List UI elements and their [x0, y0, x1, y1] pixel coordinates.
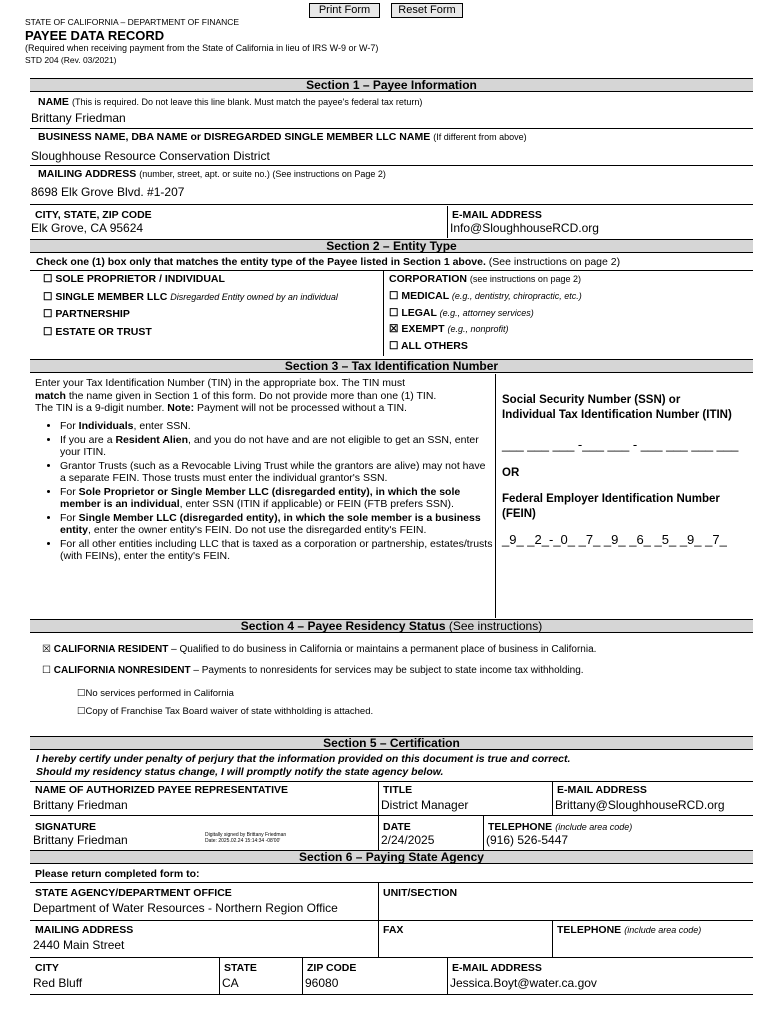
- entity-left-checkbox-1[interactable]: ☐: [43, 290, 53, 303]
- tin-intro-1: Enter your Tax Identification Number (TIN) in the appropriate box. The TIN must: [35, 377, 406, 389]
- date-label: DATE: [383, 821, 411, 833]
- name-label-row: [38, 96, 422, 108]
- entity-left-label-0: SOLE PROPRIETOR / INDIVIDUAL: [55, 273, 225, 285]
- city-state-zip-field[interactable]: Elk Grove, CA 95624: [31, 221, 144, 235]
- entity-left-label-3: ESTATE OR TRUST: [55, 325, 152, 338]
- fein-label: Federal Employer Identification Number (FEIN): [502, 493, 720, 520]
- tin-intro-2: match the name given in Section 1 of this form. Do not provide more than one (1) TIN.: [35, 389, 437, 402]
- entity-right-note-2: (e.g., nonprofit): [447, 324, 509, 334]
- business-label: BUSINESS NAME, DBA NAME or DISREGARDED SINGLE MEMBER LLC NAME: [38, 131, 431, 143]
- agency-name: STATE OF CALIFORNIA – DEPARTMENT OF FINANCE: [25, 17, 240, 27]
- business-label-row: [38, 131, 527, 143]
- section-5-heading: Section 5 – Certification: [30, 736, 753, 750]
- signature-field[interactable]: Brittany Friedman: [33, 833, 128, 847]
- entity-right-checkbox-2[interactable]: ☒: [389, 323, 399, 335]
- tin-intro-3: The TIN is a 9-digit number. Note: Payment will not be processed without a TIN.: [35, 402, 407, 414]
- ftb-waiver-option[interactable]: ☐Copy of Franchise Tax Board waiver of state withholding is attached.: [77, 706, 374, 717]
- signature-label: SIGNATURE: [35, 821, 97, 833]
- california-resident-option[interactable]: ☒ CALIFORNIA RESIDENT – Qualified to do business in California or maintains a permanent place of business in California.: [42, 644, 597, 655]
- tin-bullet-grantor-trusts: • Grantor Trusts (such as a Revocable Living Trust while the grantors are alive) may not have a separate FEIN. Those trusts must enter the individual grantor's SSN.: [60, 460, 494, 485]
- print-form-button[interactable]: Print Form: [309, 3, 380, 18]
- mailing-label-row: [38, 168, 386, 180]
- california-nonresident-option[interactable]: ☐ CALIFORNIA NONRESIDENT – Payments to nonresidents for services may be subject to state income tax withholding.: [42, 665, 584, 676]
- section-2-heading: Section 2 – Entity Type: [30, 239, 753, 253]
- agency-mailing-label: MAILING ADDRESS: [35, 924, 134, 936]
- title-field[interactable]: District Manager: [381, 798, 469, 812]
- name-label: NAME: [38, 96, 69, 108]
- california-resident-checkbox[interactable]: ☒: [42, 644, 51, 655]
- form-id: STD 204 (Rev. 03/2021): [25, 55, 117, 65]
- corporation-label: CORPORATION: [389, 273, 467, 285]
- name-note: (This is required. Do not leave this line blank. Must match the payee's federal tax return): [71, 97, 423, 107]
- agency-state-field: CA: [222, 976, 239, 990]
- entity-left-checkbox-3[interactable]: ☐: [43, 325, 53, 338]
- entity-right-option-0[interactable]: [389, 290, 582, 302]
- mailing-label: MAILING ADDRESS: [38, 168, 137, 180]
- tin-bullet-individuals: • For Individuals, enter SSN.: [60, 420, 494, 433]
- agency-zip-field: 96080: [305, 976, 339, 990]
- no-services-option[interactable]: ☐No services performed in California: [77, 688, 234, 699]
- reset-form-button[interactable]: Reset Form: [391, 3, 463, 18]
- california-nonresident-checkbox[interactable]: ☐: [42, 665, 51, 676]
- rep-email-field[interactable]: Brittany@SloughhouseRCD.org: [555, 798, 725, 812]
- entity-right-option-1[interactable]: [389, 307, 534, 319]
- email-field[interactable]: Info@SloughhouseRCD.org: [450, 221, 599, 235]
- entity-right-label-3: ALL OTHERS: [400, 339, 468, 352]
- entity-right-option-3[interactable]: [389, 340, 468, 352]
- city-state-zip-label: CITY, STATE, ZIP CODE: [35, 209, 152, 221]
- entity-right-label-0: MEDICAL: [401, 290, 449, 302]
- entity-left-label-1: SINGLE MEMBER LLC: [55, 290, 168, 303]
- section-3-heading: Section 3 – Tax Identification Number: [30, 359, 753, 373]
- certification-text: I hereby certify under penalty of perjury that the information provided on this document is true and correct. Should my residency status change, I will promptly notify the state agency below.: [36, 753, 571, 778]
- entity-left-checkbox-0[interactable]: ☐: [43, 273, 53, 285]
- date-field[interactable]: 2/24/2025: [381, 833, 435, 847]
- fax-label: FAX: [383, 924, 404, 936]
- entity-instruction-note: (See instructions on page 2): [488, 256, 621, 268]
- fein-field[interactable]: _9_ _2_-_0_ _7_ _9_ _6_ _5_ _9_ _7_: [502, 532, 727, 547]
- title-label: TITLE: [383, 784, 413, 796]
- agency-office-field: Department of Water Resources - Northern Region Office: [33, 901, 338, 915]
- entity-left-note-1: Disregarded Entity owned by an individual: [170, 291, 338, 302]
- entity-right-option-2[interactable]: [389, 323, 508, 335]
- entity-instruction: [36, 256, 620, 268]
- agency-zip-label: ZIP CODE: [307, 962, 357, 974]
- entity-right-note-1: (e.g., attorney services): [439, 307, 534, 318]
- return-to-label: Please return completed form to:: [35, 868, 200, 880]
- section-6-heading: Section 6 – Paying State Agency: [30, 850, 753, 864]
- unit-section-label: UNIT/SECTION: [383, 887, 458, 899]
- mailing-address-field[interactable]: 8698 Elk Grove Blvd. #1-207: [31, 185, 185, 199]
- entity-right-note-0: (e.g., dentistry, chiropractic, etc.): [451, 291, 582, 301]
- tin-instructions: [35, 377, 495, 415]
- ssn-label: Social Security Number (SSN) or Individual Tax Identification Number (ITIN): [502, 394, 732, 421]
- entity-instruction-text: Check one (1) box only that matches the entity type of the Payee listed in Section 1 above.: [36, 256, 486, 268]
- tin-bullet-resident-alien: • If you are a Resident Alien, and you do not have and are not eligible to get an SSN, enter your ITIN.: [60, 434, 494, 459]
- rep-telephone-field[interactable]: (916) 526-5447: [486, 833, 569, 847]
- rep-email-label: E-MAIL ADDRESS: [557, 784, 647, 796]
- ssn-field[interactable]: ___ ___ ___ -___ ___ - ___ ___ ___ ___: [502, 437, 739, 452]
- tin-bullet-sole-proprietor: • For Sole Proprietor or Single Member LLC (disregarded entity), in which the sole member is an individual, enter SSN (ITIN if applicable) or FEIN (FTB prefers SSN).: [60, 486, 494, 511]
- entity-right-label-1: LEGAL: [401, 306, 437, 319]
- agency-state-label: STATE: [224, 962, 257, 974]
- entity-left-label-2: PARTNERSHIP: [55, 308, 130, 320]
- form-subtitle: (Required when receiving payment from the State of California in lieu of IRS W-9 or W-7): [25, 43, 379, 53]
- agency-email-label: E-MAIL ADDRESS: [452, 962, 542, 974]
- entity-right-checkbox-3[interactable]: ☐: [389, 339, 399, 352]
- tin-bullet-single-member-llc: • For Single Member LLC (disregarded entity), in which the sole member is a business entity, enter the owner entity's FEIN. Do not use the disregarded entity's FEIN.: [60, 512, 494, 537]
- representative-name-label: NAME OF AUTHORIZED PAYEE REPRESENTATIVE: [35, 784, 288, 796]
- form-title: PAYEE DATA RECORD: [25, 28, 165, 43]
- corporation-note: (see instructions on page 2): [469, 274, 581, 284]
- section-4-heading: Section 4 – Payee Residency Status (See instructions): [30, 619, 753, 633]
- business-note: (If different from above): [433, 132, 527, 142]
- agency-office-label: STATE AGENCY/DEPARTMENT OFFICE: [35, 887, 232, 899]
- or-label: OR: [502, 467, 520, 479]
- agency-city-field: Red Bluff: [33, 976, 83, 990]
- entity-right-checkbox-1[interactable]: ☐: [389, 306, 399, 319]
- tin-bullet-other-entities: • For all other entities including LLC that is taxed as a corporation or partnership, estates/trusts (with FEINs), enter the entity's FEIN.: [60, 538, 494, 563]
- agency-telephone-label-row: TELEPHONE (include area code): [557, 924, 702, 936]
- representative-name-field[interactable]: Brittany Friedman: [33, 798, 128, 812]
- tin-bullets: [46, 420, 494, 564]
- digital-signature-stamp: Digitally signed by Brittany Friedman Date: 2025.02.24 15:14:34 -08'00': [205, 832, 287, 844]
- agency-mailing-field: 2440 Main Street: [33, 938, 125, 952]
- section-1-heading: Section 1 – Payee Information: [30, 78, 753, 92]
- agency-city-label: CITY: [35, 962, 59, 974]
- agency-email-field: Jessica.Boyt@water.ca.gov: [450, 976, 597, 990]
- entity-left-checkbox-2[interactable]: ☐: [43, 308, 53, 320]
- entity-left-option-0[interactable]: [43, 273, 225, 285]
- entity-left-option-2[interactable]: [43, 308, 130, 320]
- entity-left-option-3[interactable]: [43, 326, 152, 338]
- name-field[interactable]: Brittany Friedman: [31, 111, 126, 125]
- corporation-label-row: [389, 273, 581, 285]
- email-label: E-MAIL ADDRESS: [452, 209, 542, 221]
- business-name-field[interactable]: Sloughhouse Resource Conservation District: [31, 149, 270, 163]
- entity-left-option-1[interactable]: [43, 291, 338, 303]
- mailing-note: (number, street, apt. or suite no.) (See instructions on Page 2): [139, 169, 386, 179]
- entity-right-label-2: EXEMPT: [401, 323, 445, 335]
- entity-right-checkbox-0[interactable]: ☐: [389, 290, 399, 302]
- rep-telephone-label-row: TELEPHONE (include area code): [488, 821, 633, 833]
